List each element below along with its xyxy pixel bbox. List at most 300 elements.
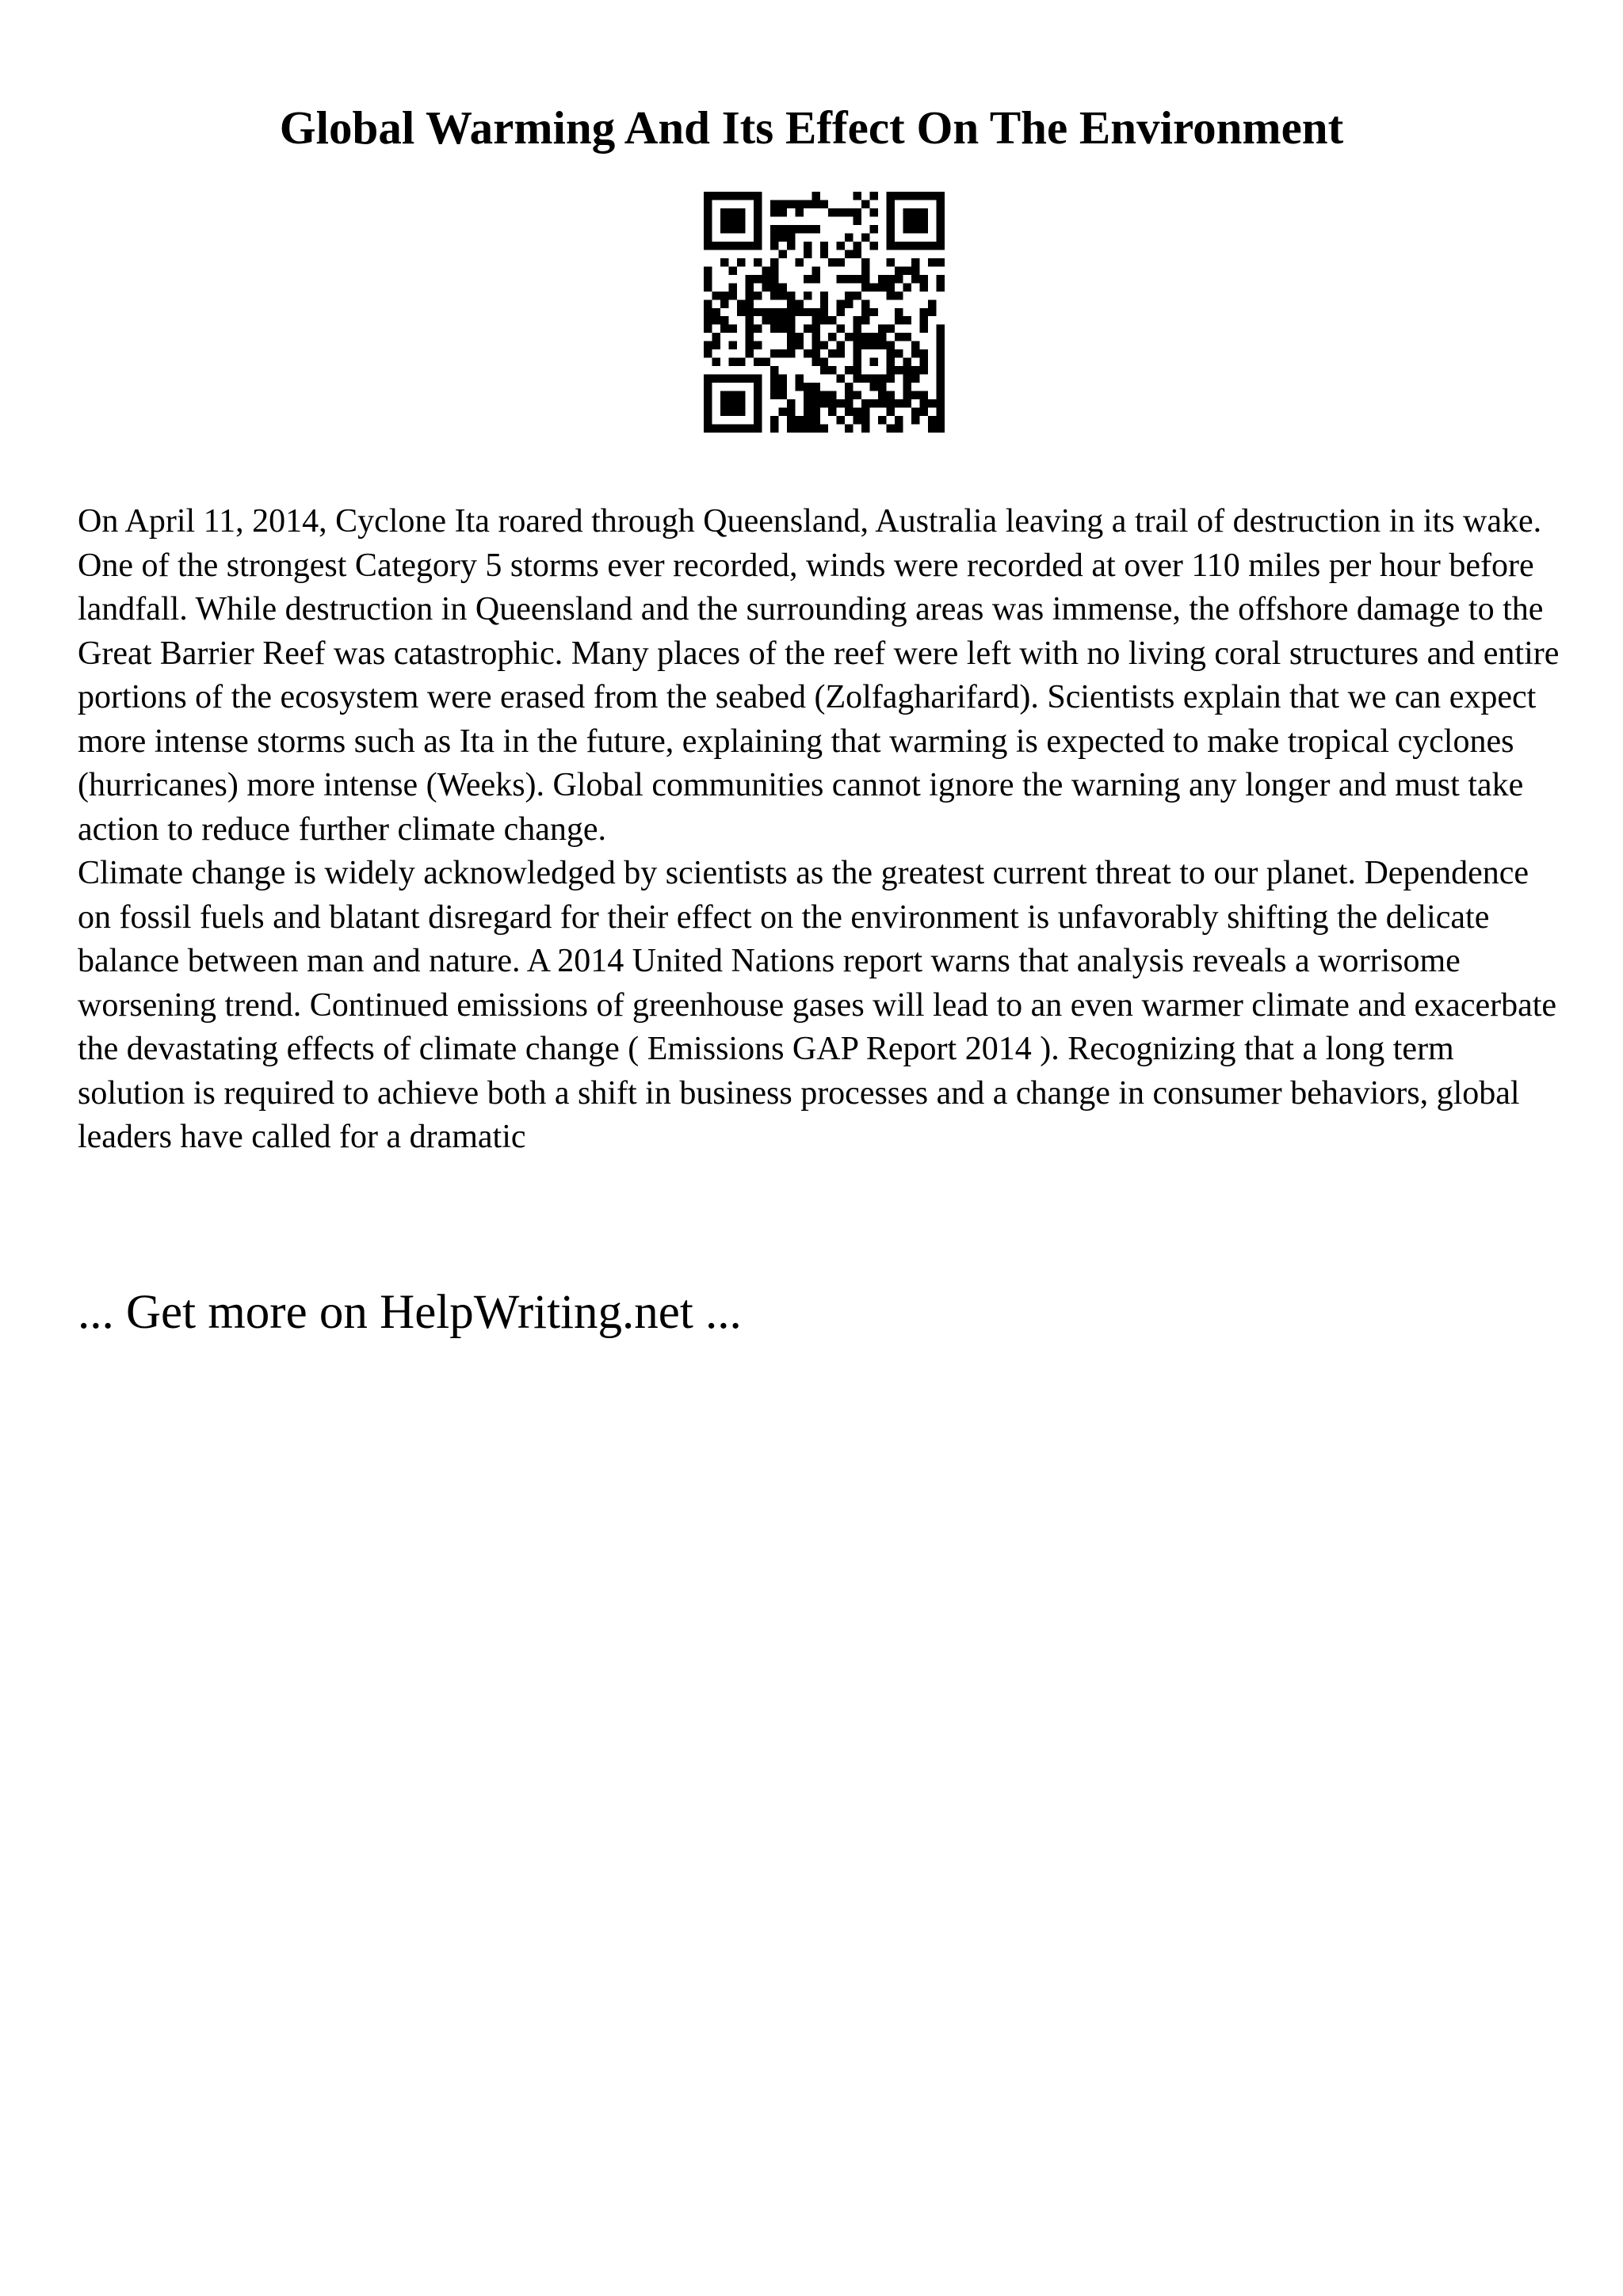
qr-module xyxy=(903,242,911,250)
qr-module xyxy=(820,399,828,407)
qr-module xyxy=(911,192,919,200)
qr-module xyxy=(820,358,828,366)
qr-module xyxy=(861,341,869,349)
qr-module xyxy=(854,341,861,349)
qr-module xyxy=(903,283,911,291)
qr-module xyxy=(812,325,819,333)
qr-module xyxy=(745,242,753,250)
qr-module xyxy=(787,233,795,241)
qr-module xyxy=(854,366,861,374)
qr-module xyxy=(787,316,795,324)
qr-module xyxy=(887,200,895,208)
qr-module xyxy=(728,399,736,407)
qr-module xyxy=(920,275,928,283)
qr-module xyxy=(895,425,903,433)
qr-module xyxy=(878,383,886,391)
qr-module xyxy=(778,391,786,399)
qr-module xyxy=(770,416,778,424)
qr-module xyxy=(870,358,878,366)
qr-module xyxy=(737,391,745,399)
qr-module xyxy=(745,316,753,324)
qr-module xyxy=(845,408,853,416)
qr-module xyxy=(895,366,903,374)
qr-module xyxy=(787,416,795,424)
qr-module xyxy=(720,192,728,200)
qr-module xyxy=(745,425,753,433)
qr-module xyxy=(837,275,845,283)
qr-module xyxy=(920,216,928,224)
qr-module xyxy=(704,408,712,416)
qr-module xyxy=(745,349,753,357)
qr-module xyxy=(928,242,936,250)
qr-module xyxy=(804,408,812,416)
qr-module xyxy=(712,316,720,324)
qr-module xyxy=(828,408,836,416)
qr-module xyxy=(937,200,945,208)
qr-module xyxy=(778,208,786,216)
qr-module xyxy=(704,233,712,241)
qr-module xyxy=(870,283,878,291)
qr-module xyxy=(770,425,778,433)
qr-module xyxy=(820,341,828,349)
qr-module xyxy=(754,325,762,333)
qr-module xyxy=(754,292,762,299)
qr-module xyxy=(778,200,786,208)
qr-module xyxy=(770,258,778,266)
qr-module xyxy=(937,391,945,399)
qr-module xyxy=(870,192,878,200)
qr-module xyxy=(770,200,778,208)
qr-module xyxy=(854,316,861,324)
qr-module xyxy=(920,408,928,416)
qr-module xyxy=(845,250,853,257)
qr-module xyxy=(778,349,786,357)
qr-module xyxy=(728,208,736,216)
qr-module xyxy=(812,192,819,200)
qr-module xyxy=(911,375,919,383)
qr-module xyxy=(820,425,828,433)
qr-module xyxy=(812,200,819,208)
qr-module xyxy=(845,275,853,283)
qr-module xyxy=(895,192,903,200)
qr-module xyxy=(770,292,778,299)
qr-module xyxy=(911,275,919,283)
qr-module xyxy=(704,399,712,407)
qr-module xyxy=(903,192,911,200)
qr-module xyxy=(887,208,895,216)
qr-module xyxy=(812,383,819,391)
qr-module xyxy=(854,216,861,224)
qr-module xyxy=(820,391,828,399)
qr-module xyxy=(770,375,778,383)
qr-module xyxy=(920,192,928,200)
qr-module xyxy=(937,366,945,374)
qr-module xyxy=(795,299,803,307)
qr-module xyxy=(712,333,720,341)
qr-module xyxy=(895,308,903,316)
qr-module xyxy=(720,225,728,233)
qr-module xyxy=(787,399,795,407)
qr-module xyxy=(937,358,945,366)
qr-module xyxy=(770,316,778,324)
qr-module xyxy=(778,316,786,324)
qr-module xyxy=(712,308,720,316)
qr-module xyxy=(887,216,895,224)
qr-module xyxy=(845,391,853,399)
qr-module xyxy=(770,391,778,399)
qr-module xyxy=(737,242,745,250)
qr-module xyxy=(854,208,861,216)
qr-module xyxy=(861,375,869,383)
qr-module xyxy=(870,341,878,349)
qr-module xyxy=(878,283,886,291)
qr-module xyxy=(854,192,861,200)
qr-module xyxy=(737,258,745,266)
qr-module xyxy=(762,308,769,316)
qr-module xyxy=(804,292,812,299)
qr-module xyxy=(828,333,836,341)
qr-module xyxy=(854,416,861,424)
qr-module xyxy=(854,408,861,416)
qr-module xyxy=(887,283,895,291)
qr-module xyxy=(911,242,919,250)
qr-module xyxy=(854,325,861,333)
qr-module xyxy=(878,341,886,349)
qr-module xyxy=(745,292,753,299)
qr-module xyxy=(820,316,828,324)
qr-module xyxy=(937,242,945,250)
qr-module xyxy=(854,358,861,366)
qr-module xyxy=(804,399,812,407)
qr-module xyxy=(911,416,919,424)
qr-module xyxy=(778,408,786,416)
qr-module xyxy=(704,283,712,291)
qr-module xyxy=(787,225,795,233)
qr-module xyxy=(937,375,945,383)
qr-module xyxy=(812,358,819,366)
qr-module xyxy=(911,341,919,349)
qr-module xyxy=(903,375,911,383)
qr-module xyxy=(878,325,886,333)
qr-module xyxy=(937,349,945,357)
qr-module xyxy=(787,341,795,349)
qr-module xyxy=(920,366,928,374)
qr-module xyxy=(720,299,728,307)
qr-module xyxy=(754,416,762,424)
qr-module xyxy=(704,200,712,208)
qr-module xyxy=(737,308,745,316)
qr-module xyxy=(870,242,878,250)
qr-module xyxy=(795,425,803,433)
qr-module xyxy=(861,316,869,324)
qr-module xyxy=(754,408,762,416)
paragraph: Climate change is widely acknowledged by scientists as the greatest current threat to our planet. Dependence on fossil fuels and blatant disregard for their effect on the environment is unfavorably shifting the delicate balance between man and nature. A 2014 United Nations report warns that analysis reveals a worrisome worsening trend. Continued emissions of greenhouse gases will lead to an even warmer climate and exacerbate the devastating effects of climate change ( Emissions GAP Report 2014 ). Recognizing that a long term solution is required to achieve both a shift in business processes and a change in consumer behaviors, global leaders have called for a dramatic xyxy=(78,855,1557,1155)
qr-module xyxy=(754,242,762,250)
qr-module xyxy=(854,242,861,250)
qr-module xyxy=(720,208,728,216)
qr-module xyxy=(704,416,712,424)
qr-module xyxy=(845,425,853,433)
qr-module xyxy=(895,275,903,283)
qr-module xyxy=(937,192,945,200)
qr-module xyxy=(795,208,803,216)
qr-module xyxy=(937,258,945,266)
qr-module xyxy=(737,408,745,416)
qr-module xyxy=(778,225,786,233)
qr-module xyxy=(720,258,728,266)
qr-module xyxy=(745,283,753,291)
qr-module xyxy=(870,333,878,341)
qr-module xyxy=(887,399,895,407)
qr-module xyxy=(887,425,895,433)
qr-module xyxy=(804,416,812,424)
qr-module xyxy=(712,292,720,299)
qr-module xyxy=(754,225,762,233)
qr-module xyxy=(870,208,878,216)
qr-module xyxy=(828,399,836,407)
qr-module xyxy=(920,316,928,324)
qr-module xyxy=(937,275,945,283)
qr-module xyxy=(737,425,745,433)
qr-module xyxy=(737,225,745,233)
qr-module xyxy=(704,383,712,391)
qr-module xyxy=(712,242,720,250)
qr-module xyxy=(795,341,803,349)
qr-module xyxy=(837,308,845,316)
qr-module xyxy=(903,358,911,366)
qr-module xyxy=(828,316,836,324)
qr-module xyxy=(937,399,945,407)
qr-module xyxy=(745,275,753,283)
qr-module xyxy=(828,391,836,399)
qr-module xyxy=(737,299,745,307)
qr-module xyxy=(787,333,795,341)
qr-module xyxy=(887,408,895,416)
qr-module xyxy=(720,325,728,333)
qr-module xyxy=(911,408,919,416)
qr-module xyxy=(903,333,911,341)
qr-module xyxy=(745,192,753,200)
qr-module xyxy=(762,358,769,366)
qr-module xyxy=(812,266,819,274)
qr-module xyxy=(737,375,745,383)
qr-module xyxy=(920,391,928,399)
qr-module xyxy=(928,416,936,424)
qr-module xyxy=(754,192,762,200)
qr-module xyxy=(770,266,778,274)
qr-module xyxy=(911,216,919,224)
qr-module xyxy=(728,425,736,433)
qr-module xyxy=(837,325,845,333)
qr-module xyxy=(804,349,812,357)
qr-module xyxy=(804,200,812,208)
qr-module xyxy=(920,225,928,233)
qr-module xyxy=(854,292,861,299)
qr-module xyxy=(812,408,819,416)
qr-module xyxy=(887,225,895,233)
qr-module xyxy=(704,192,712,200)
qr-module xyxy=(887,242,895,250)
qr-module xyxy=(745,333,753,341)
qr-module xyxy=(787,308,795,316)
qr-module xyxy=(878,275,886,283)
qr-module xyxy=(795,225,803,233)
qr-module xyxy=(770,366,778,374)
qr-module xyxy=(920,242,928,250)
qr-module xyxy=(778,325,786,333)
qr-module xyxy=(820,250,828,257)
qr-module xyxy=(887,341,895,349)
qr-module xyxy=(845,233,853,241)
qr-module xyxy=(854,391,861,399)
qr-module xyxy=(754,341,762,349)
qr-module xyxy=(787,408,795,416)
qr-module xyxy=(887,292,895,299)
qr-module xyxy=(854,333,861,341)
qr-module xyxy=(754,358,762,366)
qr-module xyxy=(728,375,736,383)
qr-module xyxy=(795,383,803,391)
qr-module xyxy=(812,316,819,324)
qr-module xyxy=(820,299,828,307)
qr-module xyxy=(895,399,903,407)
qr-module xyxy=(804,250,812,257)
qr-module xyxy=(928,192,936,200)
qr-module xyxy=(854,250,861,257)
qr-module xyxy=(770,275,778,283)
qr-module xyxy=(795,200,803,208)
qr-module xyxy=(778,250,786,257)
qr-module xyxy=(937,216,945,224)
qr-module xyxy=(762,266,769,274)
qr-module xyxy=(804,325,812,333)
qr-module xyxy=(704,425,712,433)
qr-module xyxy=(704,325,712,333)
document-body xyxy=(78,500,1568,1160)
qr-module xyxy=(837,258,845,266)
qr-module xyxy=(704,349,712,357)
qr-module xyxy=(737,208,745,216)
qr-module xyxy=(887,366,895,374)
qr-module xyxy=(770,383,778,391)
qr-module xyxy=(937,416,945,424)
qr-module xyxy=(762,316,769,324)
qr-module xyxy=(870,225,878,233)
qr-module xyxy=(712,375,720,383)
qr-module xyxy=(861,200,869,208)
qr-module xyxy=(787,325,795,333)
qr-module xyxy=(911,208,919,216)
qr-module xyxy=(937,283,945,291)
qr-module xyxy=(861,283,869,291)
qr-module xyxy=(837,349,845,357)
qr-module xyxy=(837,416,845,424)
qr-module xyxy=(820,242,828,250)
qr-module xyxy=(812,341,819,349)
qr-module xyxy=(787,425,795,433)
qr-module xyxy=(712,425,720,433)
qr-module xyxy=(737,399,745,407)
qr-module xyxy=(704,275,712,283)
get-more-link[interactable]: ... Get more on HelpWriting.net ... xyxy=(78,1286,742,1339)
qr-module xyxy=(754,200,762,208)
qr-module xyxy=(704,266,712,274)
qr-module xyxy=(754,425,762,433)
qr-module xyxy=(887,349,895,357)
qr-module xyxy=(911,366,919,374)
qr-module xyxy=(795,308,803,316)
qr-module xyxy=(861,425,869,433)
qr-module xyxy=(820,308,828,316)
qr-module xyxy=(787,242,795,250)
qr-module xyxy=(887,192,895,200)
qr-module xyxy=(854,349,861,357)
qr-module xyxy=(887,275,895,283)
qr-module xyxy=(737,358,745,366)
qr-module xyxy=(812,416,819,424)
qr-module xyxy=(720,391,728,399)
qr-module xyxy=(903,266,911,274)
qr-module xyxy=(837,341,845,349)
qr-module xyxy=(887,358,895,366)
qr-module xyxy=(903,366,911,374)
qr-module xyxy=(704,316,712,324)
qr-module xyxy=(778,233,786,241)
qr-module xyxy=(712,341,720,349)
qr-module xyxy=(728,225,736,233)
qr-module xyxy=(728,216,736,224)
qr-module xyxy=(861,275,869,283)
qr-module xyxy=(878,333,886,341)
qr-module xyxy=(812,225,819,233)
qr-module xyxy=(878,416,886,424)
qr-module xyxy=(870,308,878,316)
qr-module xyxy=(920,325,928,333)
qr-module xyxy=(754,258,762,266)
qr-module xyxy=(720,375,728,383)
qr-module xyxy=(745,325,753,333)
qr-module xyxy=(895,266,903,274)
qr-module xyxy=(845,383,853,391)
qr-module xyxy=(728,391,736,399)
qr-module xyxy=(728,283,736,291)
qr-module xyxy=(778,308,786,316)
qr-module xyxy=(937,233,945,241)
qr-module xyxy=(911,258,919,266)
qr-module xyxy=(903,399,911,407)
qr-module xyxy=(837,399,845,407)
qr-module xyxy=(828,258,836,266)
qr-module xyxy=(854,375,861,383)
qr-module xyxy=(804,275,812,283)
qr-module xyxy=(704,391,712,399)
qr-module xyxy=(728,341,736,349)
qr-module xyxy=(903,316,911,324)
qr-module xyxy=(870,383,878,391)
qr-module xyxy=(762,283,769,291)
qr-module xyxy=(778,283,786,291)
qr-module xyxy=(895,242,903,250)
qr-module xyxy=(878,399,886,407)
qr-module xyxy=(895,292,903,299)
qr-module xyxy=(928,399,936,407)
qr-module xyxy=(828,208,836,216)
qr-module xyxy=(845,208,853,216)
qr-module xyxy=(861,408,869,416)
qr-module xyxy=(754,383,762,391)
qr-module xyxy=(812,391,819,399)
qr-module xyxy=(704,208,712,216)
